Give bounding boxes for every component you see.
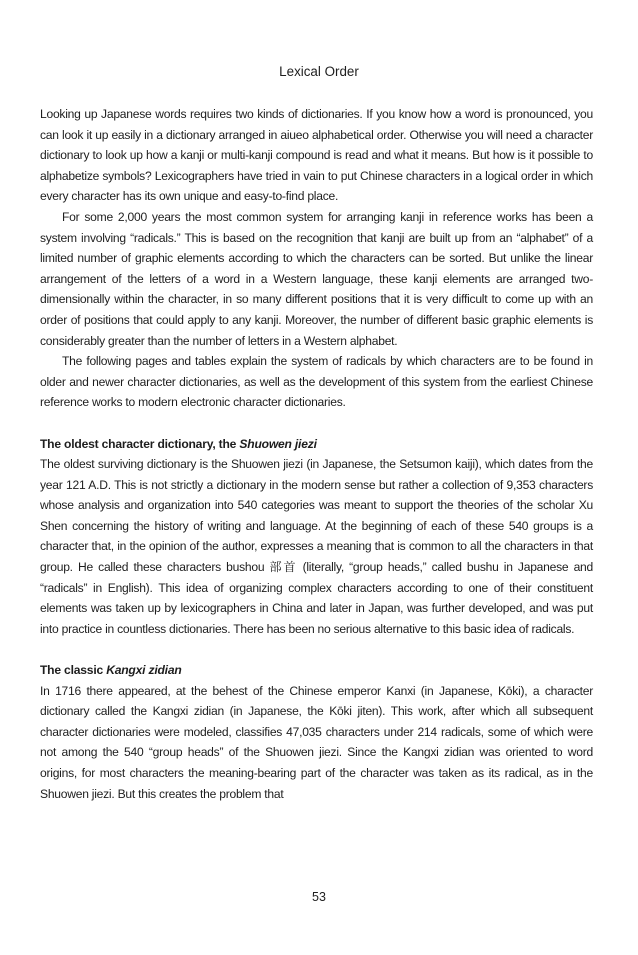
intro-paragraph-3: The following pages and tables explain the system of radicals by which characters are to be found in older and newer character dictionaries, as well as the development of this system from the earliest Chinese reference works to modern electronic character dictionaries. (40, 354, 593, 410)
page-title: Lexical Order (279, 64, 359, 79)
section-heading-kangxi-title: Kangxi zidian (106, 663, 182, 678)
body-text (40, 104, 593, 804)
intro-paragraph-2: For some 2,000 years the most common system for arranging kanji in reference works has been a system involving “radicals.” This is based on the recognition that kanji are built up from an “alphabet” of a limited number of graphic elements according to which the characters can be sorted. But unlike the linear arrangement of the letters of a word in a Western language, these kanji elements are arranged two-dimensionally within the character, in so many different positions that it is very difficult to come up with an order of positions that could apply to any kanji. Moreover, the number of different basic graphic elements is considerably greater than the number of letters in a Western alphabet. (40, 209, 593, 348)
section-heading-shuowen-prefix: The oldest character dictionary, the (40, 436, 237, 451)
section-heading-kangxi (40, 660, 593, 681)
kangxi-paragraph: In 1716 there appeared, at the behest of the Chinese emperor Kanxi (in Japanese, Kōki), a character dictionary called the Kangxi zidian (in Japanese, the Kōki jiten). This work, after which all subsequent character dictionaries were modeled, classifies 47,035 characters under 214 radicals, some of which were not among the 540 “group heads” of the Shuowen jiezi. Since the Kangxi zidian was oriented to word origins, for most characters the meaning-bearing part of the character was taken as its radical, as in the Shuowen jiezi. But this creates the problem that (40, 683, 593, 801)
section-heading-shuowen (40, 434, 593, 455)
intro-paragraph-1: Looking up Japanese words requires two kinds of dictionaries. If you know how a word is pronounced, you can look it up easily in a dictionary arranged in aiueo alphabetical order. Otherwise you will need a character dictionary to look up how a kanji or multi-kanji compound is read and what it means. But how is it possible to alphabetize symbols? Lexicographers have tried in vain to put Chinese characters in a logical order in which every character has its own unique and easy-to-find place. (40, 107, 593, 204)
section-spacer (40, 413, 593, 434)
section-heading-kangxi-prefix: The classic (40, 663, 104, 678)
section-spacer (40, 639, 593, 660)
page-number: 53 (312, 890, 326, 904)
section-heading-shuowen-title: Shuowen jiezi (239, 436, 317, 451)
shuowen-paragraph: The oldest surviving dictionary is the Shuowen jiezi (in Japanese, the Setsumon kaiji), which dates from the year 121 A.D. This is not strictly a dictionary in the modern sense but rather a collection of 9,353 characters whose analysis and organization into 540 categories was meant to support the theories of the scholar Xu Shen concerning the history of writing and language. At the beginning of each of these 540 groups is a character that, in the opinion of the author, expresses a meaning that is common to all the characters in that group. He called these characters bushou 部首 (literally, “group heads,” called bushu in Japanese and “radicals” in English). This idea of organizing complex characters according to one of their constituent elements was taken up by lexicographers in China and later in Japan, was further developed, and was put into practice in countless dictionaries. There has been no serious alternative to this basic idea of radicals. (40, 457, 593, 636)
